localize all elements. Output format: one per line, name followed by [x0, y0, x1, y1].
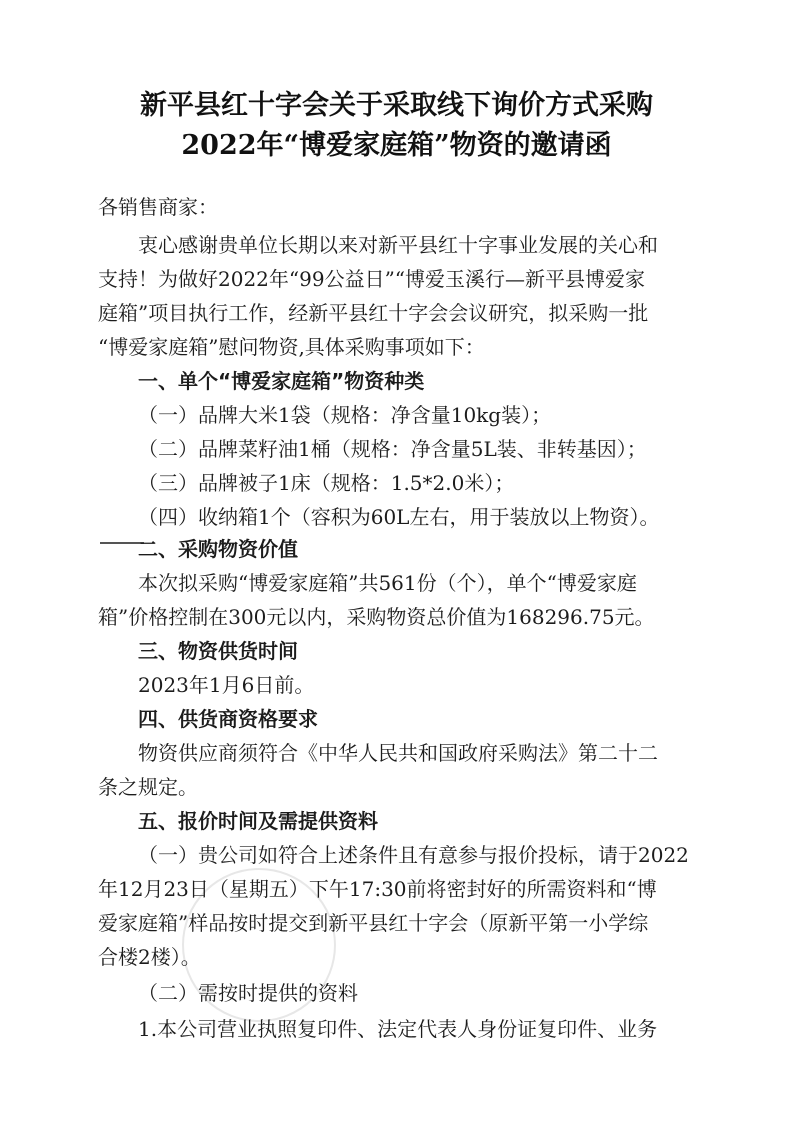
section4-heading: 四、供货商资格要求 [138, 707, 318, 731]
section3-line: 2023年1月6日前。 [138, 673, 315, 697]
section1-item: （一）品牌大米1袋（规格：净含量10kg装）； [138, 403, 552, 427]
salutation: 各销售商家： [98, 195, 218, 219]
section4-line: 条之规定。 [98, 775, 198, 799]
section5-line: 合楼2楼）。 [98, 945, 201, 969]
section5-line: （二）需按时提供的资料 [138, 981, 358, 1005]
section5-line: 年12月23日（星期五）下午17:30前将密封好的所需资料和“博 [98, 877, 657, 901]
section2-line: 本次拟采购“博爱家庭箱”共561份（个），单个“博爱家庭 [138, 571, 637, 595]
section1-item: （三）品牌被子1床（规格：1.5*2.0米）； [138, 471, 515, 495]
section1-item: （二）品牌菜籽油1桶（规格：净含量5L装、非转基因）； [138, 437, 647, 461]
intro-line: 衷心感谢贵单位长期以来对新平县红十字事业发展的关心和 [138, 233, 658, 257]
section5-line: （一）贵公司如符合上述条件且有意参与报价投标，请于2022 [138, 843, 689, 867]
section2-line: 箱”价格控制在300元以内，采购物资总价值为168296.75元。 [98, 605, 655, 629]
section2-heading: 二、采购物资价值 [138, 537, 298, 561]
section1-item: （四）收纳箱1个（容积为60L左右，用于装放以上物资）。 [138, 505, 660, 529]
intro-line: 支持！为做好2022年“99公益日”“博爱玉溪行—新平县博爱家 [98, 267, 646, 291]
document-title-line2: 2022年“博爱家庭箱”物资的邀请函 [181, 130, 612, 161]
section3-heading: 三、物资供货时间 [138, 639, 298, 663]
intro-line: “博爱家庭箱”慰问物资,具体采购事项如下： [98, 335, 485, 359]
section5-line: 1.本公司营业执照复印件、法定代表人身份证复印件、业务 [138, 1017, 658, 1041]
section5-line: 爱家庭箱”样品按时提交到新平县红十字会（原新平第一小学综 [98, 911, 649, 935]
intro-line: 庭箱”项目执行工作，经新平县红十字会会议研究，拟采购一批 [98, 301, 649, 325]
section4-line: 物资供应商须符合《中华人民共和国政府采购法》第二十二 [138, 741, 658, 765]
document-title-line1: 新平县红十字会关于采取线下询价方式采购 [140, 90, 653, 121]
section5-heading: 五、报价时间及需提供资料 [138, 809, 378, 833]
section1-heading: 一、单个“博爱家庭箱”物资种类 [138, 369, 425, 393]
